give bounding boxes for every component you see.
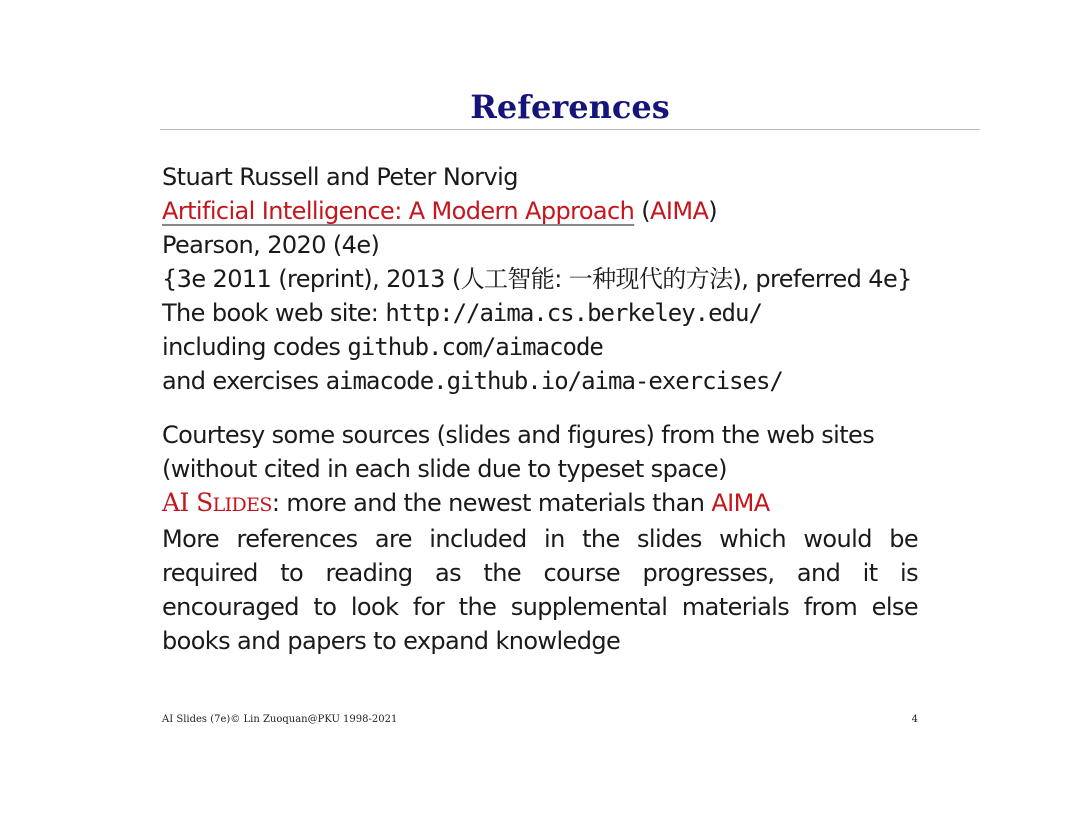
ai-slides-name-small: LIDES bbox=[212, 494, 272, 516]
page-number: 4 bbox=[911, 714, 918, 725]
ai-slides-text: : more and the newest materials than bbox=[271, 489, 712, 517]
codes-line bbox=[162, 330, 918, 364]
slide-title: References bbox=[470, 88, 670, 126]
codes-label: including codes bbox=[162, 333, 348, 361]
exercises-url[interactable]: aimacode.github.io/aima-exercises/ bbox=[325, 367, 783, 395]
book-title-link[interactable]: Artificial Intelligence: A Modern Approach bbox=[162, 197, 635, 225]
ai-slides-aima: AIMA bbox=[711, 489, 770, 517]
book-line bbox=[162, 194, 918, 228]
ai-slides-line bbox=[162, 486, 918, 522]
more-refs-paragraph: More references are included in the slides which would be required to reading as the course progresses, and it is encouraged to look for the supplemental materials from else books and papers to expand knowledge bbox=[162, 525, 918, 655]
courtesy-paragraph: Courtesy some sources (slides and figures) from the web sites (without cited in each slide due to typeset space) bbox=[162, 421, 875, 483]
title-divider bbox=[160, 129, 980, 130]
book-abbr: AIMA bbox=[650, 197, 709, 225]
ai-slides-name: AI S bbox=[162, 488, 213, 517]
exercises-line bbox=[162, 364, 918, 398]
abbr-close: ) bbox=[708, 197, 718, 225]
footer-credit: AI Slides (7e)© Lin Zuoquan@PKU 1998-2021 bbox=[162, 714, 398, 725]
codes-url[interactable]: github.com/aimacode bbox=[347, 333, 603, 361]
website-label: The book web site: bbox=[162, 299, 386, 327]
exercises-label: and exercises bbox=[162, 367, 326, 395]
editions-note: {3e 2011 (reprint), 2013 (人工智能: 一种现代的方法), preferred 4e} bbox=[162, 265, 912, 293]
paragraph-gap bbox=[162, 398, 918, 418]
slide-body bbox=[162, 160, 918, 658]
authors-line: Stuart Russell and Peter Norvig bbox=[162, 163, 518, 191]
website-line bbox=[162, 296, 918, 330]
abbr-open: ( bbox=[634, 197, 651, 225]
edition-line: Pearson, 2020 (4e) bbox=[162, 231, 380, 259]
website-url[interactable]: http://aima.cs.berkeley.edu/ bbox=[385, 299, 762, 327]
